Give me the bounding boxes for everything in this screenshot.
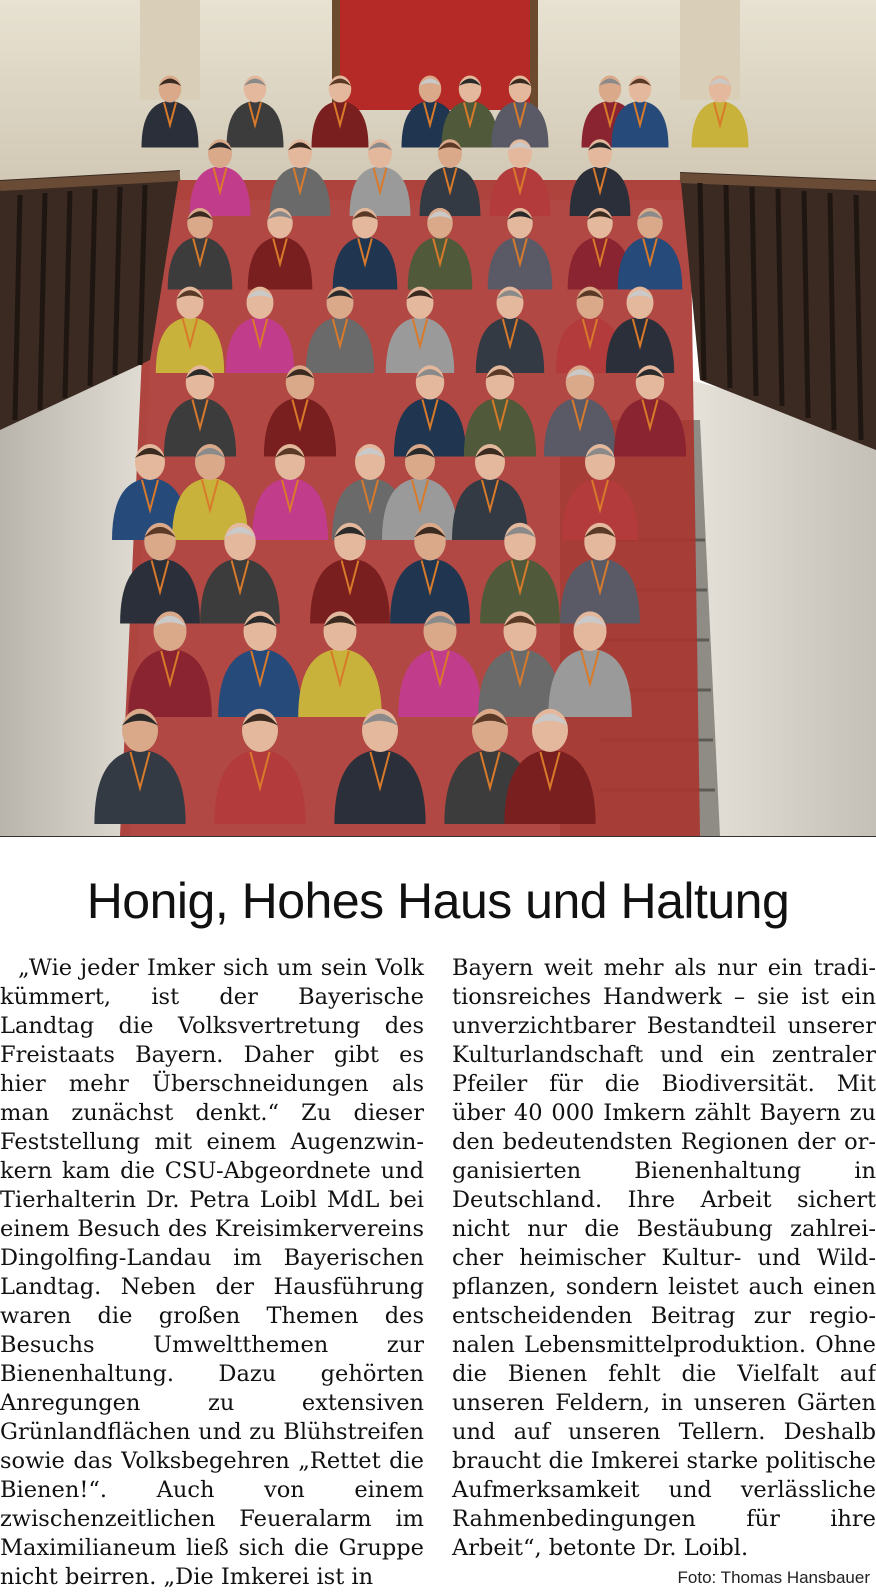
article-body xyxy=(0,954,876,1592)
column-right xyxy=(452,954,876,1592)
column-right-text: Bayern weit mehr als nur ein traditionsreiches Handwerk – sie ist ein unverzichtbarer Bestandteil unserer Kulturlandschaft und ein zentraler Pfeiler für die Biodiversität. Mit über 40 000 Imkern zählt Bayern zu den bedeutendsten Regionen der organisierten Bienenhaltung in Deutschland. Ihre Arbeit sichert nicht nur die Bestäubung zahlreicher heimischer Kultur- und Wildpflanzen, sondern leistet auch einen entscheidenden Beitrag zur regionalen Lebensmittelproduktion. Ohne die Bienen fehlt die Vielfalt auf unseren Feldern, in unseren Gärten und auf unseren Tellern. Deshalb braucht die Imkerei starke politische Aufmerksamkeit und verlässliche Rahmenbedingungen für ihre Arbeit“, betonte Dr. Loibl. xyxy=(452,955,876,1561)
column-left xyxy=(0,954,424,1592)
column-left-text: „Wie jeder Imker sich um sein Volk kümmert, ist der Bayerische Landtag die Volksvertretung des Freistaats Bayern. Daher gibt es hier mehr Überschneidungen als man zunächst denkt.“ Zu dieser Feststellung mit einem Augenzwinkern kam die CSU-Abgeordnete und Tierhalterin Dr. Petra Loibl MdL bei einem Besuch des Kreisimkervereins Dingolfing-Landau im Bayerischen Landtag. Neben der Hausführung waren die großen Themen des Besuchs Umweltthemen zur Bienenhaltung. Dazu gehörten Anregungen zu extensiven Grünlandflächen und zu Blühstreifen sowie das Volksbegehren „Rettet die Bienen!“. Auch von einem zwischenzeitlichen Feueralarm im Maximilianeum ließ sich die Gruppe nicht beirren. „Die Imkerei ist in xyxy=(0,955,424,1590)
headline: Honig, Hohes Haus und Haltung xyxy=(86,873,790,929)
photo-credit: Foto: Thomas Hansbauer xyxy=(677,1568,870,1587)
right-wall xyxy=(690,380,876,836)
